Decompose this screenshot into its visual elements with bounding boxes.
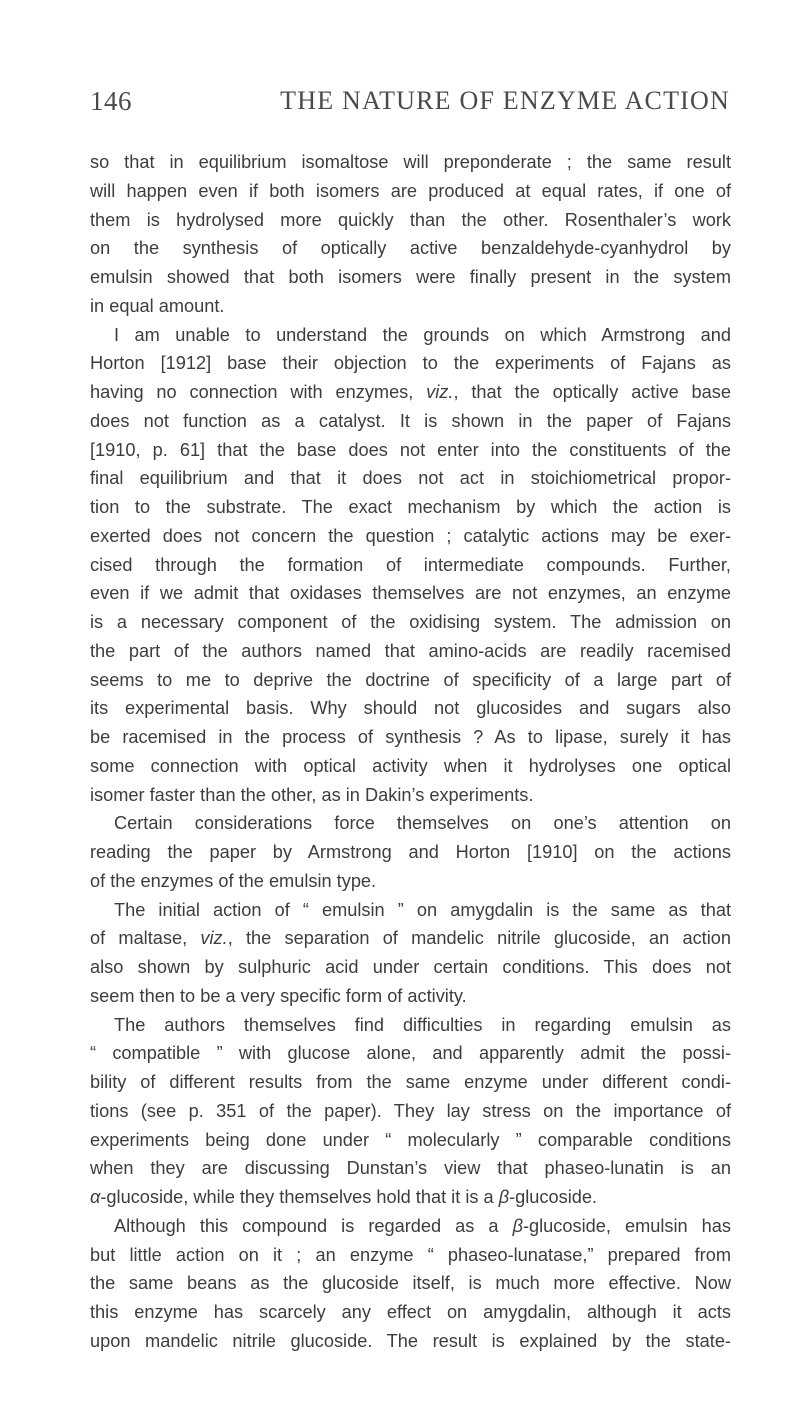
text-line: of maltase, viz., the separation of mandelic nitrile glucoside, an action bbox=[90, 928, 731, 949]
text-line: when they are discussing Dunstan’s view that phaseo-lunatin is an bbox=[90, 1158, 731, 1179]
text-line: having no connection with enzymes, viz., that the optically active base bbox=[90, 382, 731, 402]
running-title: THE NATURE OF ENZYME ACTION bbox=[280, 86, 730, 115]
text-line: in equal amount. bbox=[90, 295, 225, 316]
text-line: its experimental basis. Why should not glucosides and sugars also bbox=[90, 698, 731, 719]
page-number: 146 bbox=[90, 86, 132, 116]
text-line: [1910, p. 61] that the base does not enter into the constituents of the bbox=[90, 439, 731, 460]
text-line: on the synthesis of optically active benzaldehyde-cyanhydrol by bbox=[90, 238, 731, 259]
text-line: reading the paper by Armstrong and Horton [1910] on the actions bbox=[90, 842, 731, 862]
text-line: this enzyme has scarcely any effect on amygdalin, although it acts bbox=[90, 1302, 731, 1322]
paragraph bbox=[90, 809, 731, 895]
text-line: Horton [1912] base their objection to the experiments of Fajans as bbox=[90, 353, 731, 374]
text-line: also shown by sulphuric acid under certain conditions. This does not bbox=[90, 957, 731, 977]
paragraph bbox=[90, 148, 731, 321]
text-line: The initial action of “ emulsin ” on amygdalin is the same as that bbox=[114, 899, 731, 920]
text-line: cised through the formation of intermediate compounds. Further, bbox=[90, 554, 731, 575]
text-line: seems to me to deprive the doctrine of specificity of a large part of bbox=[90, 669, 731, 690]
text-line: The authors themselves find difficulties in regarding emulsin as bbox=[114, 1014, 731, 1035]
text-line: α-glucoside, while they themselves hold that it is a β-glucoside. bbox=[90, 1187, 598, 1207]
text-line: “ compatible ” with glucose alone, and apparently admit the possi- bbox=[90, 1043, 731, 1064]
text-line: experiments being done under “ molecularly ” comparable conditions bbox=[90, 1129, 731, 1150]
text-line: does not function as a catalyst. It is shown in the paper of Fajans bbox=[90, 410, 731, 431]
text-line: Certain considerations force themselves on one’s attention on bbox=[114, 813, 731, 834]
text-line: Although this compound is regarded as a β-glucoside, emulsin has bbox=[114, 1215, 731, 1236]
running-head bbox=[90, 86, 730, 122]
text-line: emulsin showed that both isomers were finally present in the system bbox=[90, 267, 731, 287]
text-line: bility of different results from the same enzyme under different condi- bbox=[90, 1072, 731, 1092]
text-line: but little action on it ; an enzyme “ phaseo-lunatase,” prepared from bbox=[90, 1244, 731, 1265]
text-line: so that in equilibrium isomaltose will preponderate ; the same result bbox=[90, 152, 731, 172]
text-line: isomer faster than the other, as in Dakin’s experiments. bbox=[90, 784, 534, 805]
text-line: some connection with optical activity when it hydrolyses one optical bbox=[90, 755, 731, 776]
text-line: them is hydrolysed more quickly than the other. Rosenthaler’s work bbox=[90, 209, 731, 230]
body-text bbox=[90, 148, 731, 1356]
text-line: will happen even if both isomers are produced at equal rates, if one of bbox=[90, 180, 731, 201]
paragraph bbox=[90, 1212, 731, 1356]
text-line: of the enzymes of the emulsin type. bbox=[90, 870, 377, 891]
text-line: seem then to be a very specific form of activity. bbox=[90, 985, 467, 1006]
text-line: exerted does not concern the question ; catalytic actions may be exer- bbox=[90, 525, 731, 546]
text-line: the same beans as the glucoside itself, is much more effective. Now bbox=[90, 1273, 731, 1294]
text-line: tions (see p. 351 of the paper). They lay stress on the importance of bbox=[90, 1100, 731, 1121]
paragraph bbox=[90, 1011, 731, 1212]
text-line: I am unable to understand the grounds on which Armstrong and bbox=[114, 324, 731, 345]
text-line: is a necessary component of the oxidising system. The admission on bbox=[90, 612, 731, 632]
text-line: tion to the substrate. The exact mechanism by which the action is bbox=[90, 497, 731, 517]
text-line: the part of the authors named that amino-acids are readily racemised bbox=[90, 640, 731, 661]
text-line: upon mandelic nitrile glucoside. The result is explained by the state- bbox=[90, 1330, 731, 1351]
paragraph bbox=[90, 896, 731, 1011]
text-line: be racemised in the process of synthesis ? As to lipase, surely it has bbox=[90, 727, 731, 747]
paragraph bbox=[90, 321, 731, 810]
text-line: final equilibrium and that it does not act in stoichiometrical propor- bbox=[90, 468, 731, 489]
text-line: even if we admit that oxidases themselves are not enzymes, an enzyme bbox=[90, 583, 731, 604]
